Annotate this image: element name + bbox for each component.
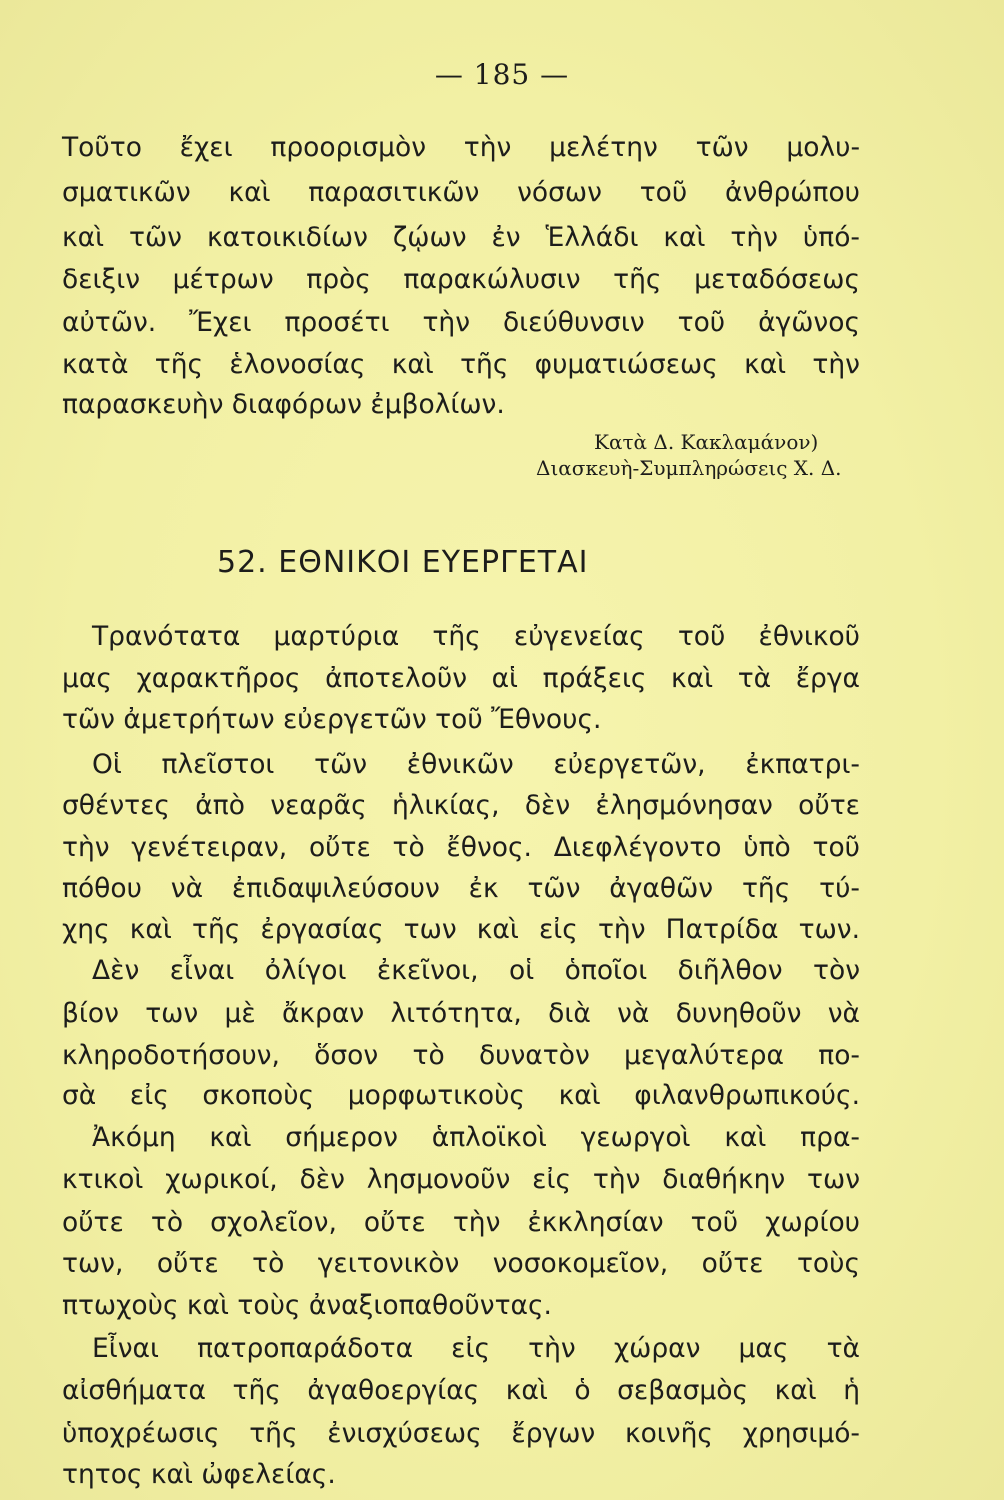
body-line: κτικοὶ χωρικοί, δὲν λησμονοῦν εἰς τὴν διαθήκην των	[62, 1164, 860, 1195]
body-line: χης καὶ τῆς ἐργασίας των καὶ εἰς τὴν Πατρίδα των.	[62, 914, 860, 945]
body-line: των, οὔτε τὸ γειτονικὸν νοσοκομεῖον, οὔτε τοὺς	[62, 1248, 860, 1279]
body-line: Οἱ πλεῖστοι τῶν ἐθνικῶν εὐεργετῶν, ἐκπατρι-	[92, 749, 860, 780]
body-line: μας χαρακτῆρος ἀποτελοῦν αἱ πράξεις καὶ τὰ ἔργα	[62, 663, 860, 694]
intro-line: παρασκευὴν διαφόρων ἐμβολίων.	[62, 389, 505, 420]
body-line: αἰσθήματα τῆς ἀγαθοεργίας καὶ ὁ σεβασμὸς καὶ ἡ	[62, 1375, 860, 1406]
body-line: κληροδοτήσουν, ὅσον τὸ δυνατὸν μεγαλύτερα πο-	[62, 1040, 860, 1071]
body-line: Ἀκόμη καὶ σήμερον ἁπλοϊκοὶ γεωργοὶ καὶ πρα-	[92, 1122, 860, 1153]
intro-line: σματικῶν καὶ παρασιτικῶν νόσων τοῦ ἀνθρώπου	[62, 177, 860, 208]
body-line: βίον των μὲ ἄκραν λιτότητα, διὰ νὰ δυνηθοῦν νὰ	[62, 998, 860, 1029]
body-line: οὔτε τὸ σχολεῖον, οὔτε τὴν ἐκκλησίαν τοῦ χωρίου	[62, 1207, 860, 1238]
intro-line: δειξιν μέτρων πρὸς παρακώλυσιν τῆς μεταδόσεως	[62, 264, 860, 295]
page-number: — 185 —	[434, 58, 570, 91]
body-line: σθέντες ἀπὸ νεαρᾶς ἡλικίας, δὲν ἐλησμόνησαν οὔτε	[62, 790, 860, 821]
intro-line: αὐτῶν. Ἔχει προσέτι τὴν διεύθυνσιν τοῦ ἀγῶνος	[62, 307, 860, 338]
body-line: τὴν γενέτειραν, οὔτε τὸ ἔθνος. Διεφλέγοντο ὑπὸ τοῦ	[62, 832, 860, 863]
body-line: ὑποχρέωσις τῆς ἐνισχύσεως ἔργων κοινῆς χρησιμό-	[62, 1418, 860, 1449]
body-line: πόθου νὰ ἐπιδαψιλεύσουν ἐκ τῶν ἀγαθῶν τῆς τύ-	[62, 873, 860, 904]
body-line: σὰ εἰς σκοποὺς μορφωτικοὺς καὶ φιλανθρωπικούς.	[62, 1080, 860, 1111]
body-line: πτωχοὺς καὶ τοὺς ἀναξιοπαθοῦντας.	[62, 1290, 552, 1321]
attribution-editor: Διασκευὴ-Συμπληρώσεις Χ. Δ.	[536, 456, 842, 480]
intro-line: Τοῦτο ἔχει προορισμὸν τὴν μελέτην τῶν μολυ-	[62, 132, 860, 163]
body-line: τῶν ἀμετρήτων εὐεργετῶν τοῦ Ἔθνους.	[62, 704, 602, 735]
intro-line: καὶ τῶν κατοικιδίων ζῴων ἐν Ἑλλάδι καὶ τὴν ὑπό-	[62, 222, 860, 253]
body-line: Εἶναι πατροπαράδοτα εἰς τὴν χώραν μας τὰ	[92, 1333, 860, 1364]
attribution-author: Κατὰ Δ. Κακλαμάνον)	[594, 430, 819, 454]
body-line: Δὲν εἶναι ὀλίγοι ἐκεῖνοι, οἱ ὁποῖοι διῆλθον τὸν	[92, 955, 860, 986]
intro-line: κατὰ τῆς ἑλονοσίας καὶ τῆς φυματιώσεως καὶ τὴν	[62, 349, 860, 380]
section-heading: 52. ΕΘΝΙΚΟΙ ΕΥΕΡΓΕΤΑΙ	[217, 545, 589, 580]
body-line: Τρανότατα μαρτύρια τῆς εὐγενείας τοῦ ἐθνικοῦ	[92, 621, 860, 652]
body-line: τητος καὶ ὠφελείας.	[62, 1459, 336, 1490]
